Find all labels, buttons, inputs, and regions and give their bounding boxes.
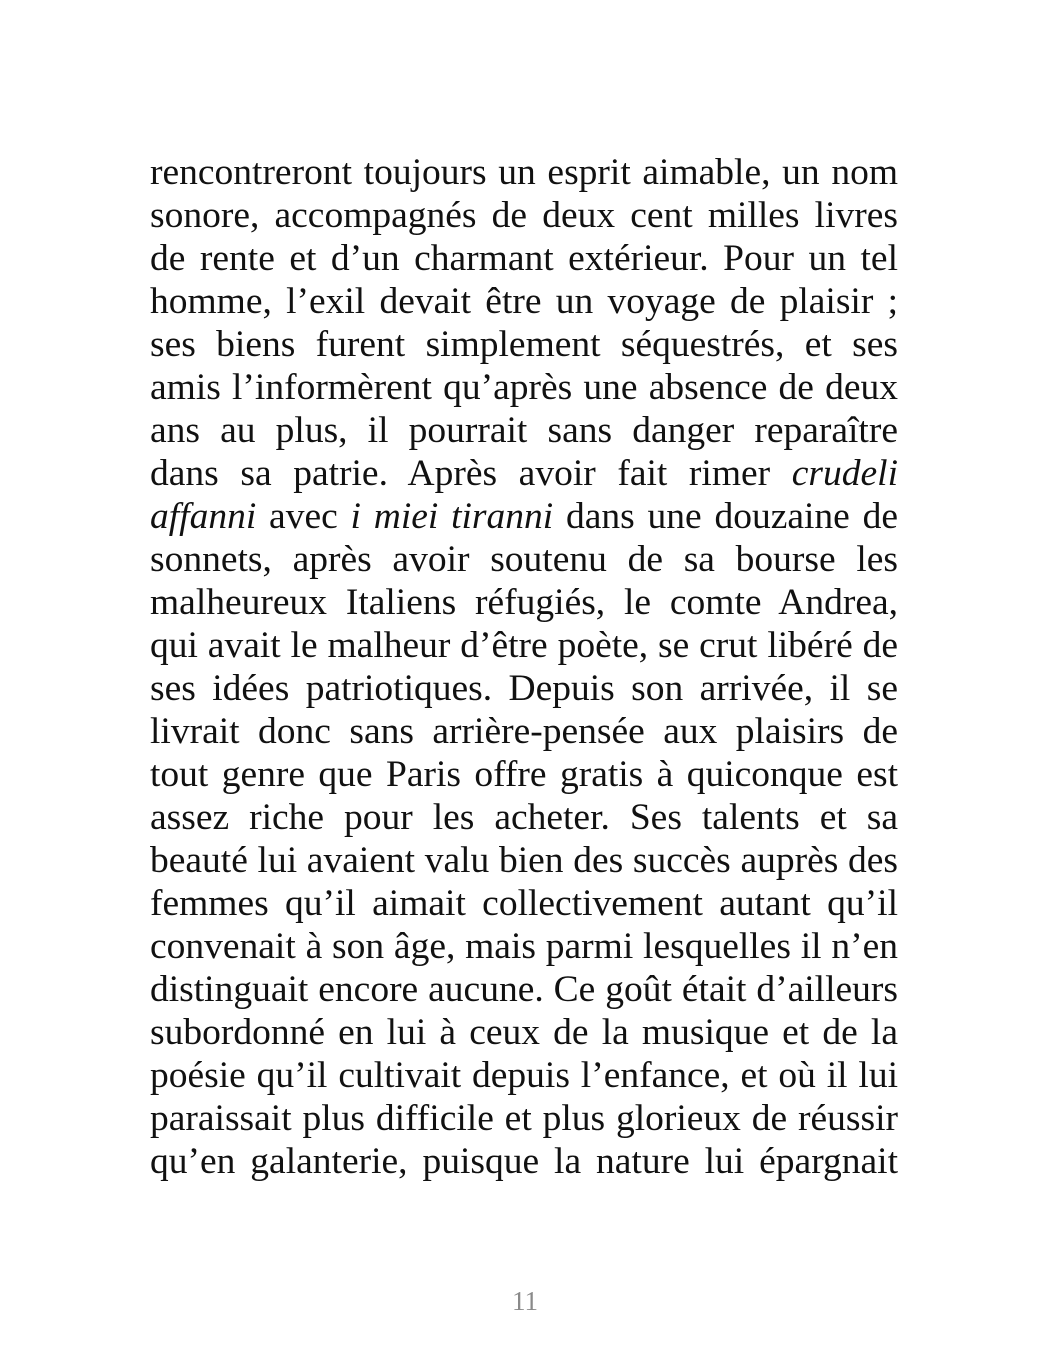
text-line xyxy=(150,538,898,581)
text-run: femmes qu’il aimait collectivement autant qu’il xyxy=(150,883,898,924)
text-line xyxy=(150,839,898,882)
text-run: beauté lui avaient valu bien des succès auprès des xyxy=(150,840,898,881)
text-run: convenait à son âge, mais parmi lesquelles il n’en xyxy=(150,926,898,967)
page-number: 11 xyxy=(512,1286,538,1316)
text-run: de rente et d’un charmant extérieur. Pour un tel xyxy=(150,238,898,279)
text-run: qui avait le malheur d’être poète, se crut libéré de xyxy=(150,625,898,666)
text-line xyxy=(150,925,898,968)
text-run: poésie qu’il cultivait depuis l’enfance, et où il lui xyxy=(150,1055,898,1096)
text-run: sonnets, après avoir soutenu de sa bourse les xyxy=(150,539,898,580)
text-line xyxy=(150,237,898,280)
text-run: homme, l’exil devait être un voyage de plaisir ; xyxy=(150,281,898,322)
text-line xyxy=(150,366,898,409)
text-run: subordonné en lui à ceux de la musique et de la xyxy=(150,1012,898,1053)
text-line xyxy=(150,280,898,323)
text-line xyxy=(150,452,898,495)
italic-phrase: affanni xyxy=(150,496,257,537)
text-run: livrait donc sans arrière-pensée aux plaisirs de xyxy=(150,711,898,752)
text-run: dans une douzaine de xyxy=(553,496,898,537)
text-line xyxy=(150,151,898,194)
text-line xyxy=(150,753,898,796)
text-line xyxy=(150,495,898,538)
text-run: tout genre que Paris offre gratis à quiconque est xyxy=(150,754,898,795)
text-line xyxy=(150,710,898,753)
text-run: dans sa patrie. Après avoir fait rimer xyxy=(150,453,792,494)
text-line xyxy=(150,882,898,925)
text-run: sonore, accompagnés de deux cent milles livres xyxy=(150,195,898,236)
text-line xyxy=(150,1054,898,1097)
text-run: assez riche pour les acheter. Ses talents et sa xyxy=(150,797,898,838)
text-line xyxy=(150,1140,898,1183)
text-line xyxy=(150,624,898,667)
text-line xyxy=(150,796,898,839)
text-run: qu’en galanterie, puisque la nature lui épargnait xyxy=(150,1141,898,1182)
text-line xyxy=(150,194,898,237)
text-line xyxy=(150,1097,898,1140)
text-line xyxy=(150,409,898,452)
text-line xyxy=(150,581,898,624)
text-run: malheureux Italiens réfugiés, le comte Andrea, xyxy=(150,582,898,623)
text-run: distinguait encore aucune. Ce goût était d’ailleurs xyxy=(150,969,898,1010)
text-run: ses idées patriotiques. Depuis son arrivée, il se xyxy=(150,668,898,709)
text-run: paraissait plus difficile et plus glorieux de réussir xyxy=(150,1098,898,1139)
text-run: avec xyxy=(256,496,351,537)
text-run: rencontreront toujours un esprit aimable, un nom xyxy=(150,152,898,193)
text-run: ses biens furent simplement séquestrés, et ses xyxy=(150,324,898,365)
text-run: amis l’informèrent qu’après une absence de deux xyxy=(150,367,898,408)
italic-phrase: i miei tiranni xyxy=(350,496,554,537)
body-text xyxy=(150,151,898,1183)
text-line xyxy=(150,667,898,710)
text-line xyxy=(150,1011,898,1054)
text-run: ans au plus, il pourrait sans danger reparaître xyxy=(150,410,898,451)
text-line xyxy=(150,968,898,1011)
italic-phrase: crudeli xyxy=(791,453,898,494)
text-line xyxy=(150,323,898,366)
